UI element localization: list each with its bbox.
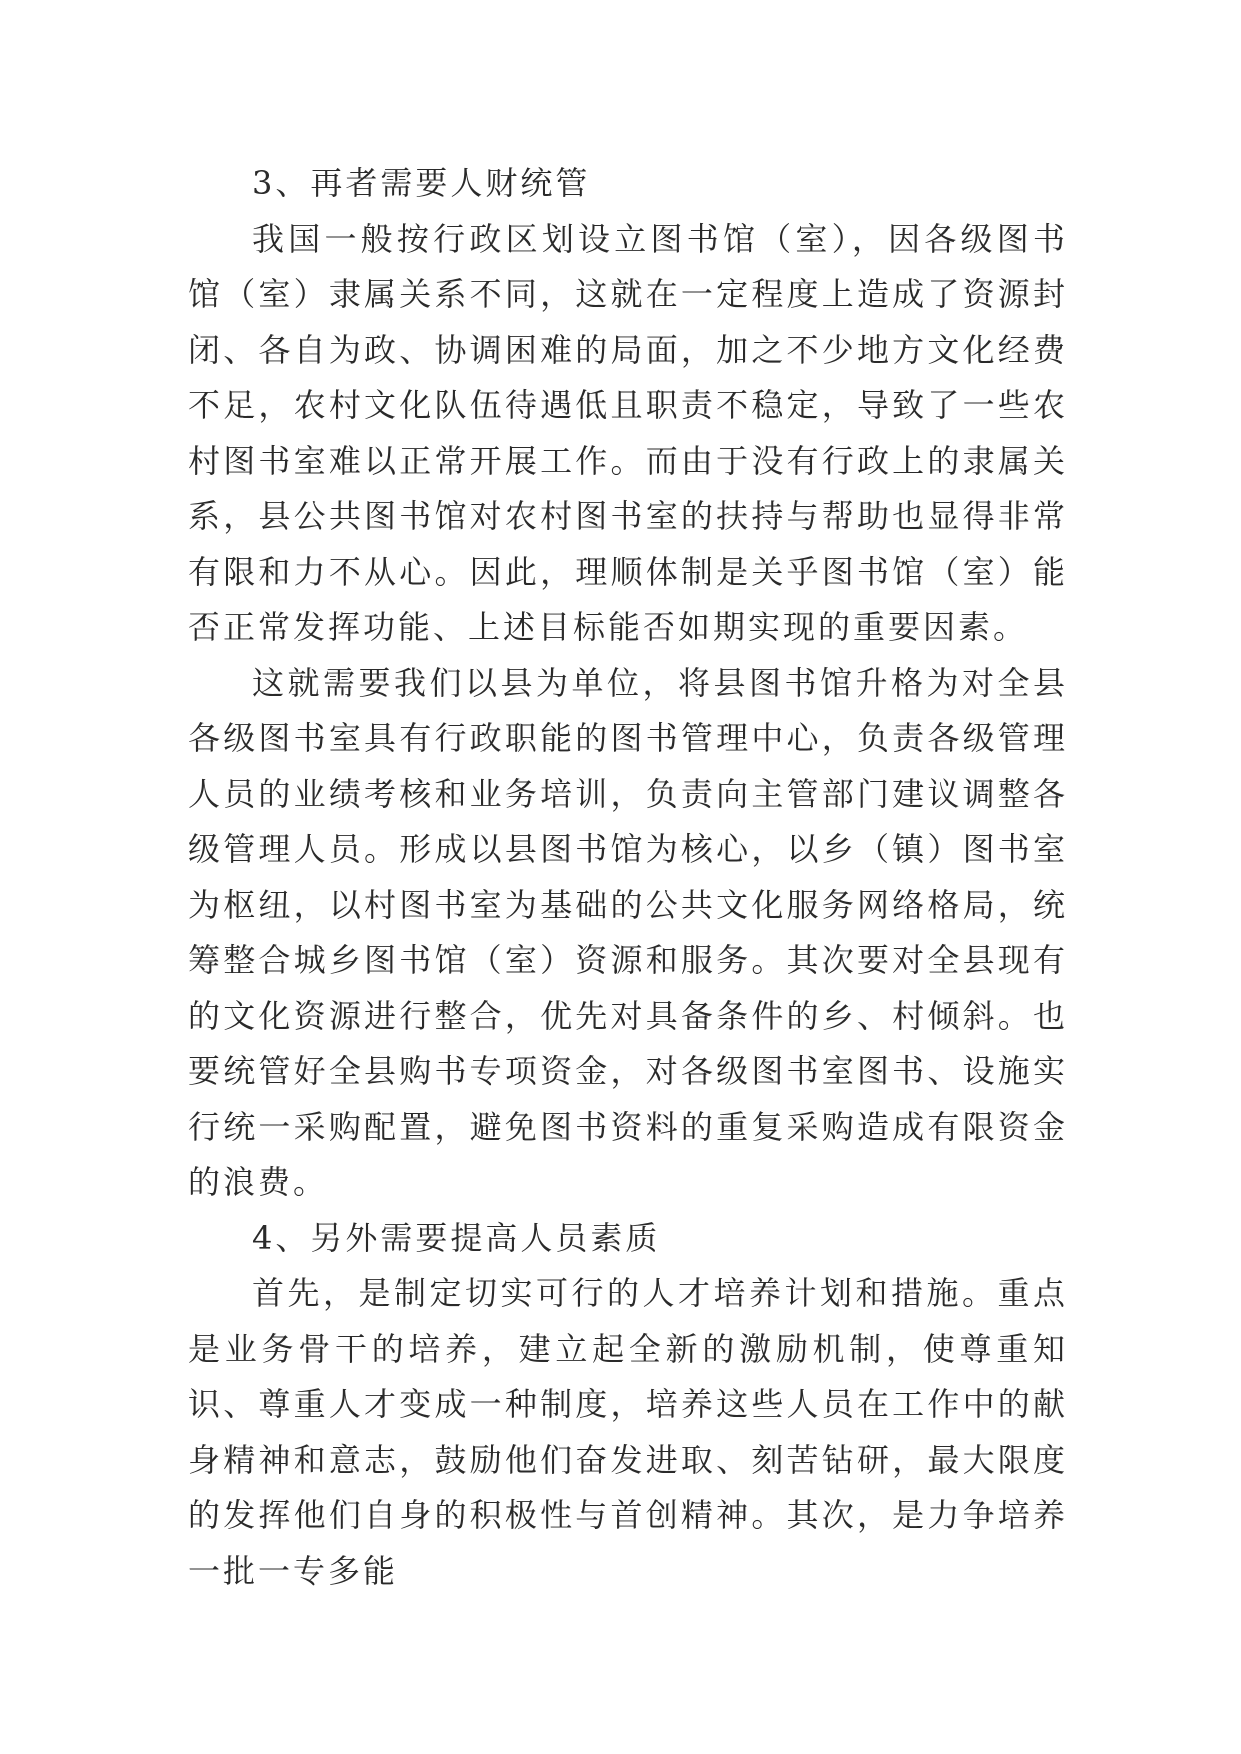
section-heading-4: 4、另外需要提高人员素质 bbox=[252, 1218, 661, 1257]
section-heading-3: 3、再者需要人财统管 bbox=[252, 164, 591, 202]
body-paragraph: 我国一般按行政区划设立图书馆（室），因各级图书馆（室）隶属关系不同，这就在一定程度上造成了资源封闭、各自为政、协调困难的局面，加之不少地方文化经费不足，农村文化队伍待遇低且职责不稳定，导致了一些农村图书室难以正常开展工作。而由于没有行政上的隶属关系，县公共图书馆对农村图书室的扶持与帮助也显得非常有限和力不从心。因此，理顺体制是关乎图书馆（室）能否正常发挥功能、上述目标能否如期实现的重要因素。 bbox=[188, 219, 1068, 646]
document-body bbox=[188, 156, 1068, 1599]
body-paragraph: 首先，是制定切实可行的人才培养计划和措施。重点是业务骨干的培养，建立起全新的激励机制，使尊重知识、尊重人才变成一种制度，培养这些人员在工作中的献身精神和意志，鼓励他们奋发进取、刻苦钻研，最大限度的发挥他们自身的积极性与首创精神。其次，是力争培养一批一专多能 bbox=[188, 1274, 1068, 1590]
body-paragraph: 这就需要我们以县为单位，将县图书馆升格为对全县各级图书室具有行政职能的图书管理中心，负责各级管理人员的业绩考核和业务培训，负责向主管部门建议调整各级管理人员。形成以县图书馆为核心，以乡（镇）图书室为枢纽，以村图书室为基础的公共文化服务网络格局，统筹整合城乡图书馆（室）资源和服务。其次要对全县现有的文化资源进行整合，优先对具备条件的乡、村倾斜。也要统管好全县购书专项资金，对各级图书室图书、设施实行统一采购配置，避免图书资料的重复采购造成有限资金的浪费。 bbox=[188, 663, 1068, 1201]
